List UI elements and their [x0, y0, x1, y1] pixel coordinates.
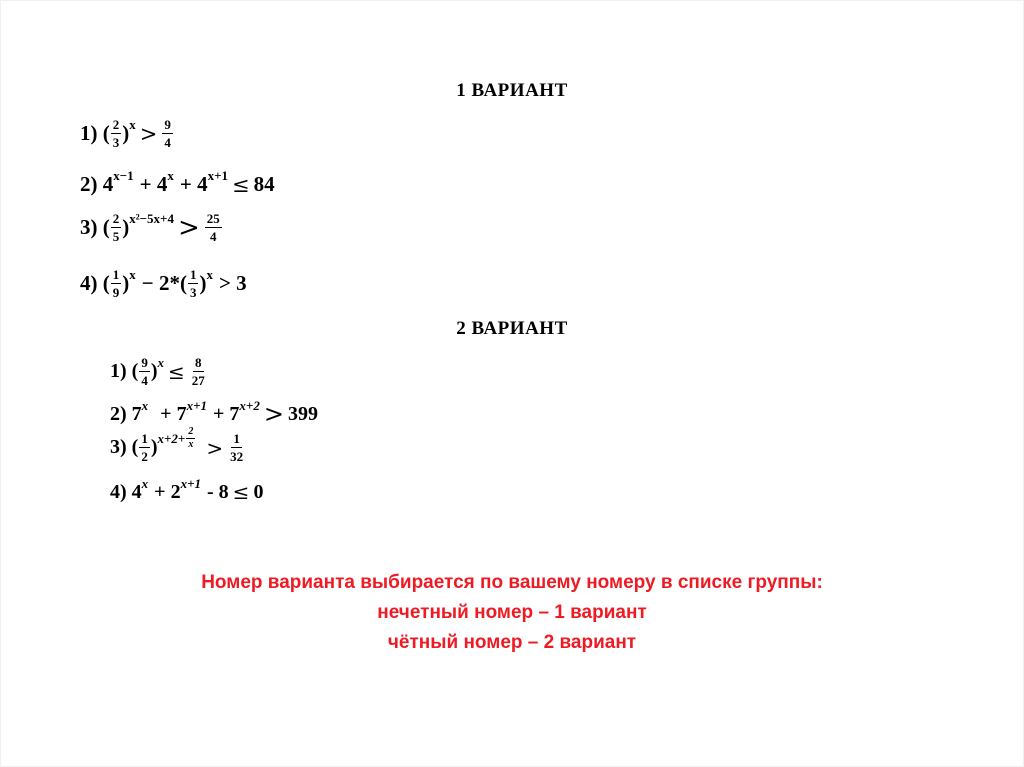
- v2-t3-frac-base: [139, 432, 150, 463]
- v1-t1-frac-rhs: [162, 118, 173, 149]
- v1-task-4: 4) ( $\frac{1}{9}$ ) $^x$ − 2*( $\frac{1}{3}$ ) $^x$ > 3: [80, 267, 247, 300]
- v1-t2-rhs: 84: [253, 172, 275, 196]
- v1-t2-exp2: x: [167, 168, 174, 183]
- v2-t1-op: ≤: [168, 359, 185, 384]
- note-line-2: нечетный номер – 1 вариант: [377, 602, 647, 623]
- v2-t1-frac-base: [139, 356, 150, 387]
- v2-t4-tail: - 8: [207, 480, 229, 503]
- v2-t3-exp: [158, 427, 197, 450]
- frac-num: 2: [112, 117, 120, 132]
- v1-t4-label: 4) (: [80, 271, 110, 295]
- v1-t3-label: 3) (: [80, 215, 110, 239]
- v1-t2-plus1: + 4: [139, 172, 168, 196]
- v1-t4-frac-2: [188, 268, 199, 299]
- frac-den: 4: [210, 229, 217, 244]
- variant2-title: 2 ВАРИАНТ: [456, 318, 568, 339]
- v2-t3-label: 3) (: [110, 436, 139, 458]
- v1-t2-exp1: x−1: [113, 168, 134, 183]
- v1-t1-frac-base: [111, 118, 122, 149]
- v1-t4-tail: > 3: [218, 271, 247, 295]
- v1-t4-exp2: x: [206, 267, 213, 282]
- frac-num: 9: [141, 355, 148, 370]
- v2-t4-exp2: x+1: [180, 475, 201, 491]
- v1-t2-exp3: x+1: [207, 168, 229, 183]
- frac-den: 3: [189, 285, 197, 300]
- frac-den: 9: [112, 285, 120, 300]
- v1-t2-label: 2) 4: [80, 172, 114, 196]
- v2-t1-exp: x: [157, 355, 164, 370]
- v1-t4-frac-1: [111, 268, 122, 299]
- v2-t3-op: >: [206, 435, 224, 460]
- v2-t2-rhs: 399: [287, 402, 318, 425]
- v2-task-4: [110, 475, 264, 504]
- v1-t2-plus2: + 4: [179, 172, 208, 196]
- note-line-1: Номер варианта выбирается по вашему номеру в списке группы:: [201, 572, 823, 593]
- frac-num: 1: [112, 267, 120, 282]
- v1-t4-mid: − 2*(: [141, 271, 187, 295]
- v1-t3-op: >: [177, 212, 200, 243]
- v2-t4-rhs: 0: [253, 480, 264, 503]
- frac-num: 25: [206, 211, 220, 226]
- frac-den: x: [188, 439, 194, 450]
- v2-task-2: [110, 397, 318, 428]
- v1-task-3: 3) ( $\frac{2}{5}$ ) $^{x^2-5x+4}$ > $\frac{25}{4}$: [80, 211, 220, 244]
- frac-den: 27: [191, 373, 205, 388]
- frac-den: 2: [141, 449, 148, 464]
- frac-den: 5: [112, 229, 120, 244]
- v1-task-1: 1) ( $\frac{2}{3}$ ) $^x$ > $\frac{9}{4}$: [80, 117, 171, 150]
- v2-t2-plus1: + 7: [160, 402, 187, 425]
- v2-t2-label: 2) 7: [110, 402, 142, 425]
- v1-t3-frac-rhs: [205, 212, 222, 243]
- v1-t2-op: ≤: [232, 172, 250, 197]
- variant1-title: 1 ВАРИАНТ: [456, 80, 568, 101]
- v2-t1-label: 1) (: [110, 360, 139, 382]
- frac-den: 32: [230, 449, 244, 464]
- v2-t4-label: 4) 4: [110, 480, 142, 503]
- v2-t1-frac-rhs: [190, 356, 207, 387]
- v2-task-1: 1) ( $\frac{9}{4}$ ) $^x$ ≤ $\frac{8}{27}$: [110, 355, 205, 388]
- v1-t1-op: >: [139, 121, 158, 146]
- v2-task-3: 3) ( $\frac{1}{2}$ ) $^{x+2+ \frac{2}{x}}$ > $\frac{1}{32}$: [110, 426, 244, 464]
- v2-t2-op: >: [263, 400, 284, 428]
- v2-t2-exp2: x+1: [186, 397, 207, 413]
- v1-task-2: [80, 168, 275, 197]
- frac-den: 4: [141, 373, 148, 388]
- v2-t2-exp1: x: [141, 397, 149, 413]
- frac-num: 1: [189, 267, 197, 282]
- frac-den: 3: [112, 135, 120, 150]
- frac-den: 4: [164, 135, 171, 150]
- v2-t4-exp1: x: [141, 475, 149, 491]
- frac-num: 9: [164, 117, 171, 132]
- variant-selection-note: [0, 568, 1024, 658]
- v1-t4-exp1: x: [129, 267, 136, 282]
- v2-t4-op: ≤: [232, 480, 250, 504]
- v2-t3-frac-rhs: [228, 432, 245, 463]
- frac-num: 2: [188, 426, 194, 437]
- v2-t3-exp-a: x+2+: [157, 431, 186, 446]
- v2-t3-exp-frac: [186, 427, 195, 450]
- frac-num: 1: [233, 431, 240, 446]
- note-line-3: чётный номер – 2 вариант: [387, 632, 637, 653]
- frac-num: 1: [141, 431, 148, 446]
- v2-t2-exp3: x+2: [239, 397, 260, 413]
- v2-t2-plus2: + 7: [213, 402, 240, 425]
- v1-t3-frac-base: [111, 212, 122, 243]
- v1-t1-exp: x: [129, 117, 136, 132]
- v1-t3-exp: x²−5x+4: [129, 211, 174, 226]
- v2-t4-plus1: + 2: [154, 480, 181, 503]
- frac-num: 2: [112, 211, 120, 226]
- v1-t1-label: 1) (: [80, 121, 110, 145]
- frac-num: 8: [195, 355, 202, 370]
